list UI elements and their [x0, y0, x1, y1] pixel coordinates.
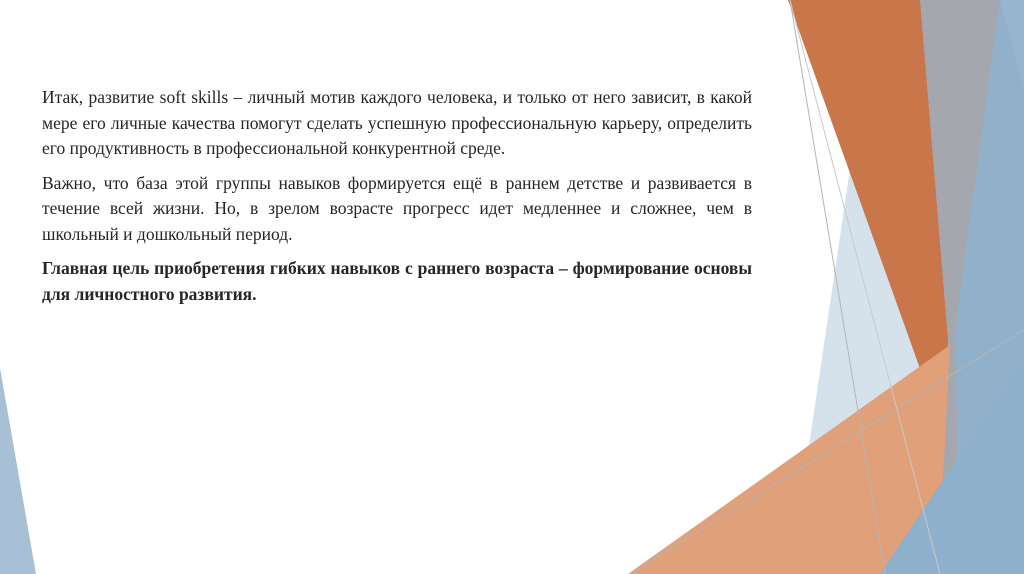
right-light-orange-triangle — [628, 345, 950, 574]
paragraph-1: Итак, развитие soft skills – личный мотив каждого человека, и только от него зависит, в какой мере его личные качества помогут сделать успешную профессиональную карьеру, определить его продуктивность в профессиональной конкурентной среде. — [42, 87, 752, 158]
paragraph-2: Важно, что база этой группы навыков формируется ещё в раннем детстве и развивается в течение всей жизни. Но, в зрелом возрасте прогресс идет медленнее и сложнее, чем в школьный и дошкольный период. — [42, 172, 752, 244]
body-text — [42, 85, 752, 316]
paragraph-3-bold: Главная цель приобретения гибких навыков с раннего возраста – формирование основы для личностного развития. — [42, 258, 752, 304]
left-blue-triangle — [0, 368, 36, 574]
